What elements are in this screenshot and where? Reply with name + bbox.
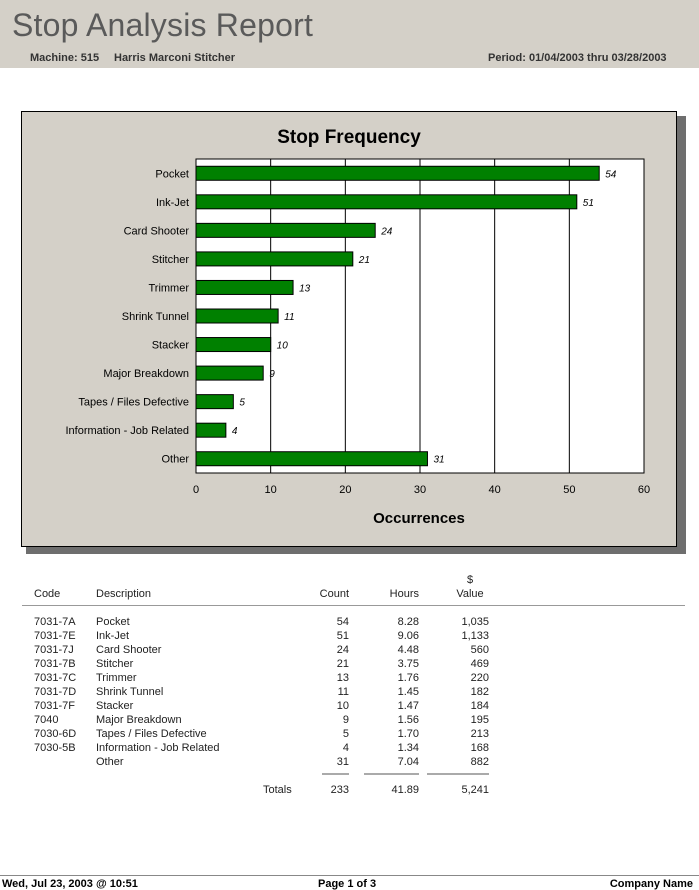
row-count: 54	[336, 616, 349, 628]
value-subtotal-rule	[427, 773, 489, 775]
bar	[196, 166, 599, 180]
bar	[196, 195, 577, 209]
totals-count: 233	[330, 784, 349, 796]
bar	[196, 338, 271, 352]
row-description: Major Breakdown	[96, 714, 182, 726]
header-rule	[22, 605, 685, 606]
category-label: Trimmer	[148, 282, 189, 295]
chart-title: Stop Frequency	[277, 127, 421, 148]
x-axis-label: Occurrences	[373, 510, 465, 527]
row-code: 7031-7A	[34, 616, 76, 628]
row-value: 220	[470, 672, 489, 684]
row-count: 51	[336, 630, 349, 642]
bar	[196, 252, 353, 266]
bar	[196, 280, 293, 294]
category-label: Stitcher	[151, 253, 189, 266]
row-hours: 9.06	[397, 630, 419, 642]
footer-company: Company Name	[609, 878, 693, 890]
category-label: Information - Job Related	[65, 425, 189, 438]
row-value: 213	[470, 728, 489, 740]
row-value: 182	[470, 686, 489, 698]
row-value: 882	[470, 756, 489, 768]
row-hours: 1.47	[397, 700, 419, 712]
data-label: 24	[381, 226, 393, 238]
row-value: 195	[470, 714, 489, 726]
hours-subtotal-rule	[364, 773, 419, 775]
data-label: 31	[433, 454, 445, 466]
row-value: 560	[470, 644, 489, 656]
footer-page-number: Page 1 of 3	[318, 878, 377, 890]
row-description: Tapes / Files Defective	[96, 728, 207, 740]
x-tick-label: 50	[563, 484, 576, 496]
x-tick-label: 60	[637, 484, 651, 496]
row-description: Information - Job Related	[96, 742, 220, 754]
machine-id: Machine: 515	[30, 52, 100, 64]
x-tick-label: 20	[339, 484, 352, 496]
row-hours: 4.48	[397, 644, 419, 656]
category-label: Pocket	[155, 168, 189, 181]
report-header	[0, 0, 699, 68]
data-label: 11	[284, 312, 295, 323]
row-count: 31	[336, 756, 349, 768]
row-count: 9	[342, 714, 349, 726]
col-header-code: Code	[34, 588, 61, 600]
row-hours: 7.04	[397, 756, 419, 768]
category-label: Stacker	[151, 339, 189, 352]
row-code: 7031-7F	[34, 700, 75, 712]
x-tick-label: 30	[413, 484, 427, 496]
data-label: 4	[231, 426, 238, 438]
report-title: Stop Analysis Report	[12, 7, 314, 43]
bar	[196, 423, 226, 437]
data-label: 54	[605, 169, 617, 181]
col-header-count: Count	[319, 588, 349, 600]
row-description: Other	[96, 756, 124, 768]
row-description: Stacker	[96, 700, 134, 712]
x-tick-label: 40	[488, 484, 501, 496]
row-description: Shrink Tunnel	[96, 686, 164, 698]
row-count: 13	[336, 672, 349, 684]
bar	[196, 452, 427, 466]
data-label: 21	[358, 254, 370, 266]
row-code: 7031-7E	[34, 630, 76, 642]
row-count: 21	[336, 658, 349, 670]
row-hours: 1.70	[397, 728, 419, 740]
chart-panel	[21, 111, 677, 547]
category-label: Ink-Jet	[155, 196, 189, 209]
row-code: 7031-7C	[34, 672, 77, 684]
totals-hours: 41.89	[391, 784, 419, 796]
stop-frequency-chart	[22, 112, 676, 546]
data-label: 51	[582, 197, 594, 209]
row-code: 7031-7B	[34, 658, 76, 670]
row-description: Ink-Jet	[96, 630, 130, 642]
row-hours: 1.76	[397, 672, 419, 684]
row-hours: 1.56	[397, 714, 419, 726]
category-label: Card Shooter	[123, 225, 189, 238]
row-hours: 8.28	[397, 616, 419, 628]
row-code: 7031-7D	[34, 686, 77, 698]
footer-rule	[0, 875, 699, 876]
row-hours: 1.45	[397, 686, 419, 698]
count-subtotal-rule	[322, 773, 349, 775]
x-tick-label: 10	[264, 484, 277, 496]
data-label: 5	[239, 397, 245, 409]
machine-name: Harris Marconi Stitcher	[114, 52, 236, 64]
row-description: Stitcher	[96, 658, 134, 670]
bar	[196, 395, 233, 409]
row-value: 469	[470, 658, 489, 670]
col-header-value: Value	[456, 588, 484, 600]
row-code: 7030-5B	[34, 742, 76, 754]
col-header-hours: Hours	[389, 588, 419, 600]
totals-value: 5,241	[461, 784, 489, 796]
footer-timestamp: Wed, Jul 23, 2003 @ 10:51	[2, 878, 138, 890]
totals-label: Totals	[263, 784, 292, 796]
row-value: 168	[470, 742, 489, 754]
row-description: Trimmer	[96, 672, 137, 684]
row-code: 7030-6D	[34, 728, 77, 740]
row-hours: 1.34	[397, 742, 419, 754]
row-value: 1,133	[461, 630, 489, 642]
category-label: Tapes / Files Defective	[78, 396, 189, 409]
row-description: Pocket	[96, 616, 130, 628]
data-label: 10	[276, 340, 288, 352]
category-label: Major Breakdown	[103, 368, 189, 381]
row-count: 11	[337, 686, 349, 698]
row-value: 1,035	[461, 616, 489, 628]
category-label: Other	[161, 453, 189, 466]
data-label: 13	[299, 283, 311, 295]
row-description: Card Shooter	[96, 644, 162, 656]
row-code: 7040	[34, 714, 59, 726]
row-count: 5	[342, 728, 349, 740]
row-count: 4	[342, 742, 349, 754]
row-hours: 3.75	[397, 658, 419, 670]
row-value: 184	[470, 700, 489, 712]
col-header-dollar: $	[466, 574, 474, 586]
x-tick-label: 0	[192, 484, 200, 496]
row-count: 10	[336, 700, 349, 712]
data-label: 9	[269, 369, 275, 381]
category-label: Shrink Tunnel	[121, 311, 189, 323]
bar	[196, 309, 278, 323]
row-code: 7031-7J	[34, 644, 74, 656]
report-period: Period: 01/04/2003 thru 03/28/2003	[488, 52, 667, 64]
col-header-description: Description	[96, 588, 152, 600]
row-count: 24	[336, 644, 349, 656]
bar	[196, 366, 263, 380]
bar	[196, 223, 375, 237]
